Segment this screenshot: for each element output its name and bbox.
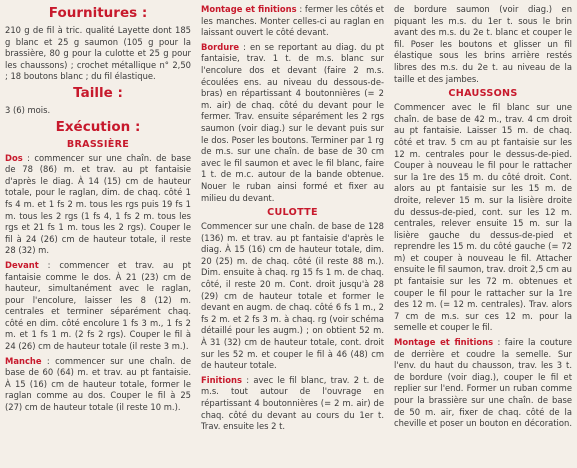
column-1 [0,0,196,468]
culotte-heading: CULOTTE [267,207,318,219]
brassiere-heading: BRASSIÈRE [66,138,130,150]
bordure-lead: Bordure [201,41,240,52]
chaussons-text: Commencer avec le fil blanc sur une chaîn. de base de 42 m., trav. 4 cm droit au pt fantaisie. Laisser 15 m. de chaq. côté et trav. 5 cm au pt fantaisie sur les 12 m. centrales pour le dessus-de-pied. Couper à nouveau le fil pour le rattacher sur la 1re des 15 m. du côté droit. Cont. alors au pt fantaisie sur les 15 m. de droite, relever 15 m. sur la lisière droite du dessus-de-pied, cont. sur les 12 m. centrales, relever ensuite 15 m. sur la lisière gauche du dessus-de-pied et reprendre les 15 m. du côté gauche (= 72 m) et couper à nouveau le fil. Attacher ensuite le fil saumon, trav. droit 2,5 cm au pt fantaisie sur les 72 m. obtenues et couper le fil pour le rattacher sur la 1re des 12 m. (= 12 m. centrales). Trav. alors 7 cm de m.s. sur ces 12 m. pour la semelle et couper le fil. [394,102,572,333]
chaussons-heading: CHAUSSONS [448,88,518,100]
culotte-text: Commencer sur une chaîn. de base de 128 (136) m. et trav. au pt fantaisie d'après le diag. À 15 (16) cm de hauteur totale, dim. 20 (25) m. de chaq. côté (il reste 88 m.). Dim. ensuite à chaq. rg 15 fs 1 m. de chaq. côté, il reste 20 m. Cont. droit jusqu'à 28 (29) cm de hauteur totale et former le devant en augm. de chaq. côté 6 fs 1 m., 2 fs 2 m. et 2 fs 3 m. à chaq. rg (voir schéma détaillé pour les augm.) ; on obtient 52 m. À 31 (32) cm de hauteur totale, cont. droit sur les 52 m. et couper le fil à 46 (48) cm de hauteur totale. [201,221,384,371]
bordure-paragraph [201,42,384,204]
finitions-paragraph [201,375,384,433]
bordure-continued-text: de bordure saumon (voir diag.) en piquant les m.s. du 1er t. sous le brin avant des m.s. du 2e t. blanc et couper le fil. Poser les boutons et glisser un fil élastique sous les brins arrière restés libres des m.s. du 2e t. au niveau de la taille et des jambes. [394,4,572,84]
devant-paragraph [5,260,191,353]
manche-lead: Manche [5,355,42,366]
chaussons-paragraph [394,102,572,334]
finitions-text: : avec le fil blanc, trav. 2 t. de m.s. tout autour de l'ouvrage en répartissant 4 boutonnières (= 2 m. air) de chaq. côté du devant au cours du 1er t. Trav. ensuite les 2 t. [201,374,384,432]
bordure-text: : en se reportant au diag. du pt fantaisie, trav. 1 t. de m.s. blanc sur l'encolure dos et devant (faire 2 m.s. écoulées ens. au niveau du dessous-de-bras) en répartissant 4 boutonnières (= 2 m. air) de chaq. côté du devant pour le fermer. Trav. ensuite séparément les 2 rgs saumon (voir diag.) sur le devant puis sur le dos. Poser les boutons. Terminer par 1 rg de m.s. sur une chaîn. de base de 30 cm avec le fil saumon et avec le fil blanc, faire 1 t. de m.c. autour de la bande obtenue. Nouer le ruban ainsi formé et fixer au milieu du devant. [201,41,384,203]
execution-heading: Exécution : [55,118,141,135]
taille-heading: Taille : [73,84,123,101]
chaussons-finitions-lead: Montage et finitions [394,337,494,348]
fournitures-text: 210 g de fil à tric. qualité Layette dont 185 g blanc et 25 g saumon (105 g pour la brassière, 80 g pour la culotte et 25 g pour les chaussons) ; crochet métallique n° 2,50 ; 18 boutons blanc ; du fil élastique. [5,25,191,82]
column-3 [389,0,577,468]
devant-text: : commencer et trav. au pt fantaisie comme le dos. À 21 (23) cm de hauteur, simultanément avec le raglan, pour l'encolure, laisser les 8 (12) m. centrales et terminer séparément chaq. côté en dim. côté encolure 1 fs 3 m., 1 fs 2 m. et 1 fs 1 m. (2 fs 2 rgs). Couper le fil à 24 (26) cm de hauteur totale (il reste 3 m.). [5,259,191,352]
dos-text: : commencer sur une chaîn. de base de 78 (86) m. et trav. au pt fantaisie d'après le diag. À 14 (15) cm de hauteur totale, pour le raglan, dim. de chaq. côté 1 fs 4 m. et 1 fs 2 m. tous les rgs puis 19 fs 1 m. tous les 2 rgs (1 fs 4, 1 fs 2 m. tous les rgs et 21 fs 1 m. tous les 2 rgs). Couper le fil à 24 (26) cm de hauteur totale, il reste 28 (32) m. [5,152,191,256]
culotte-paragraph [201,221,384,372]
manche-text: : commencer sur une chaîn. de base de 60 (64) m. et trav. au pt fantaisie. À 15 (16) cm de hauteur totale, former le raglan comme au dos. Couper le fil à 25 (27) cm de hauteur totale (il reste 10 m.). [5,355,191,413]
montage-paragraph [201,4,384,39]
montage-text: : fermer les côtés et les manches. Monter celles-ci au raglan en laissant ouvert le côté devant. [201,4,384,38]
taille-text: 3 (6) mois. [5,104,51,115]
finitions-lead: Finitions [201,374,242,385]
devant-lead: Devant [5,259,39,270]
dos-paragraph [5,153,191,257]
bordure-continued-paragraph [394,4,572,85]
column-2 [196,0,389,468]
montage-lead: Montage et finitions [201,4,297,14]
fournitures-heading: Fournitures : [48,5,148,21]
dos-lead: Dos [5,152,23,163]
chaussons-finitions-text: : faire la couture de derrière et coudre la semelle. Sur l'env. du haut du chausson, trav. les 3 t. de bordure (voir diag.), couper le fil et replier sur l'end. Former un ruban comme pour la brassière sur une chaîn. de base de 50 m. air, fixer de chaq. côté de la cheville et poser un bouton en décoration. [394,337,572,429]
manche-paragraph [5,356,191,414]
chaussons-finitions-paragraph [394,337,572,430]
